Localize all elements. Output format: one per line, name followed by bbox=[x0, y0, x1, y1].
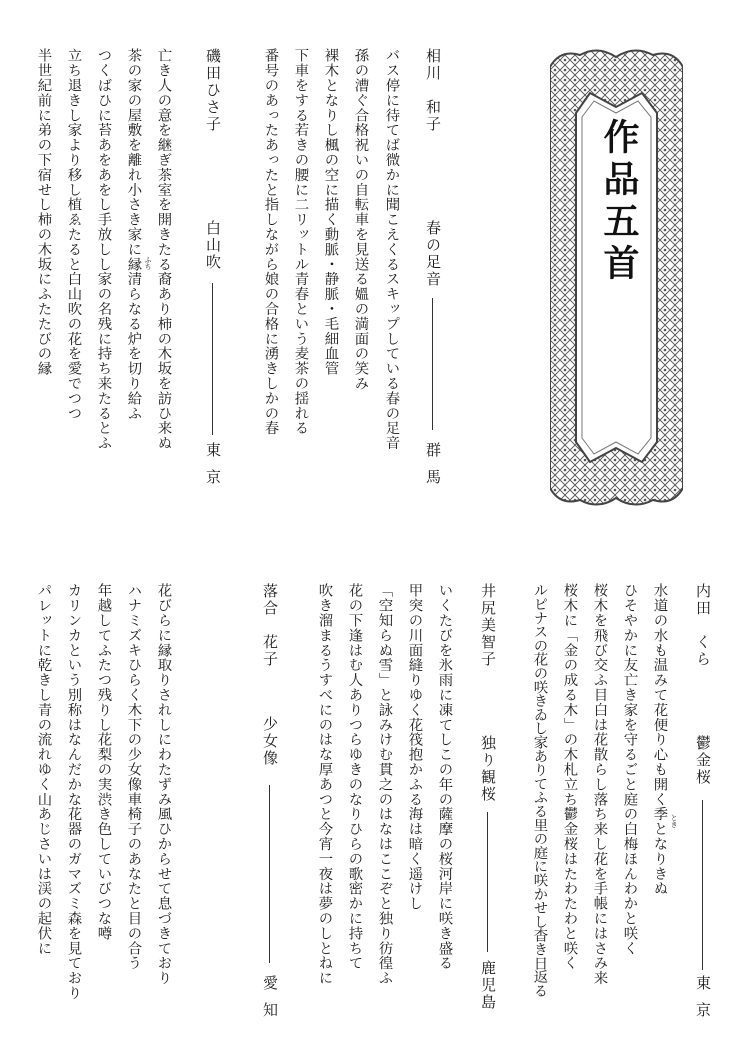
poem-uchida-4: 桜木に「金の成る木」の木札立ち鬱金桜はたわたわと咲く bbox=[561, 583, 578, 971]
prefecture-aikawa: 群馬 bbox=[424, 442, 442, 496]
poem-uchida-1: 水道の水も温みて花便り心も開く季となりきぬ bbox=[651, 583, 668, 896]
dash-divider bbox=[702, 800, 703, 970]
poem-ochiai-4: カリンカという別称はなんだかな花器のガマズミ森を見ており bbox=[65, 583, 82, 1001]
poem-ijiri-1: いくたびを氷雨に凍てしこの年の薩摩の桜河岸に咲き盛る bbox=[436, 583, 453, 971]
ruby-toki: とき bbox=[670, 814, 678, 828]
poem-ijiri-4: 花の下逢はむ人ありつらゆきのなりひらの歌密かに持ちて bbox=[346, 583, 363, 971]
poem-ochiai-5: パレットに乾きし青の流れゆく山あじさいは渓の起伏に bbox=[35, 583, 52, 956]
prefecture-isoda: 東京 bbox=[204, 442, 222, 496]
dash-divider bbox=[487, 812, 488, 952]
poem-ochiai-3: 年越してふたつ残りし花梨の実渋き色していびつな噂 bbox=[95, 583, 112, 941]
poem-ijiri-3: 「空知らぬ雪」と詠みけむ貫之のはなはここぞと独り彷徨ふ bbox=[376, 583, 393, 986]
poem-set-title-isoda: 白山吹 bbox=[204, 220, 222, 271]
section-heading: 作品五首 bbox=[598, 118, 640, 286]
poem-ijiri-2: 甲突の川面縫りゆく花筏抱かふる海は暗く遥けし bbox=[406, 583, 423, 911]
poem-set-title-ijiri: 独り観桜 bbox=[479, 735, 497, 803]
poem-isoda-2: 茶の家の屋敷を離れ小さき家に縁清らなる炉を切り給ふ bbox=[125, 48, 142, 421]
author-name-uchida: 内田 くら bbox=[694, 583, 712, 668]
dash-divider bbox=[212, 283, 213, 435]
poem-aikawa-4: 下車をする若きの腰に二リットル青春という麦茶の揺れる bbox=[292, 48, 309, 436]
prefecture-ijiri: 鹿児島 bbox=[479, 960, 497, 1011]
poem-set-title-ochiai: 少女像 bbox=[261, 716, 279, 767]
poem-aikawa-3: 裸木となりし楓の空に描く動脈・静脈・毛細血管 bbox=[322, 48, 339, 376]
poem-uchida-3: 桜木を飛び交ふ目白は花散らし落ち来し花を手帳にはさみ来 bbox=[591, 583, 608, 986]
author-name-isoda: 磯田ひさ子 bbox=[204, 48, 222, 133]
poem-ochiai-2: ハナミズキひらく木下の少女像車椅子のあなたと目の合う bbox=[125, 583, 142, 971]
poem-uchida-5: ルピナスの花の咲きゐし家ありてふる里の庭に咲かせし杳き日返る bbox=[531, 583, 548, 998]
author-name-ochiai: 落合 花子 bbox=[261, 583, 279, 668]
poem-aikawa-2: 孫の漕ぐ合格祝いの自転車を見送る媼の満面の笑み bbox=[352, 48, 369, 391]
poem-isoda-1: 亡き人の意を継ぎ茶室を開きたる裔あり柿の木坂を訪ひ来ぬ bbox=[155, 48, 172, 451]
dash-divider bbox=[269, 785, 270, 963]
ruby-fuchi: ふち bbox=[144, 256, 152, 270]
poem-isoda-5: 半世紀前に弟の下宿せし柿の木坂にふたたびの縁 bbox=[35, 48, 52, 376]
poem-ijiri-5: 吹き溜まるうすべにのはな厚あつと今宵一夜は夢のしとねに bbox=[316, 583, 333, 986]
poem-isoda-4: 立ち退きし家より移し植ゑたると白山吹の花を愛でつつ bbox=[65, 48, 82, 421]
poem-isoda-3: つくばひに苔あをあをし手放しし家の名残に持ち来たるとふ bbox=[95, 48, 112, 451]
prefecture-uchida: 東京 bbox=[694, 975, 712, 1029]
poem-aikawa-1: バス停に待てば微かに聞こえくるスキップしている春の足音 bbox=[383, 48, 400, 451]
poem-set-title-aikawa: 春の足音 bbox=[424, 220, 442, 288]
prefecture-ochiai: 愛知 bbox=[261, 975, 279, 1029]
poem-ochiai-1: 花びらに縁取りされしにわたずみ風ひからせて息づきており bbox=[155, 583, 172, 986]
author-name-ijiri: 井尻美智子 bbox=[479, 583, 497, 668]
poem-uchida-2: ひそやかに友亡き家を守るごと庭の白梅ほんわかと咲く bbox=[621, 583, 638, 956]
author-name-aikawa: 相川 和子 bbox=[424, 48, 442, 133]
poem-set-title-uchida: 鬱金桜 bbox=[694, 735, 712, 786]
poem-aikawa-5: 番号のあったあったと指しながら娘の合格に湧きしかの春 bbox=[262, 48, 279, 436]
dash-divider bbox=[432, 298, 433, 430]
